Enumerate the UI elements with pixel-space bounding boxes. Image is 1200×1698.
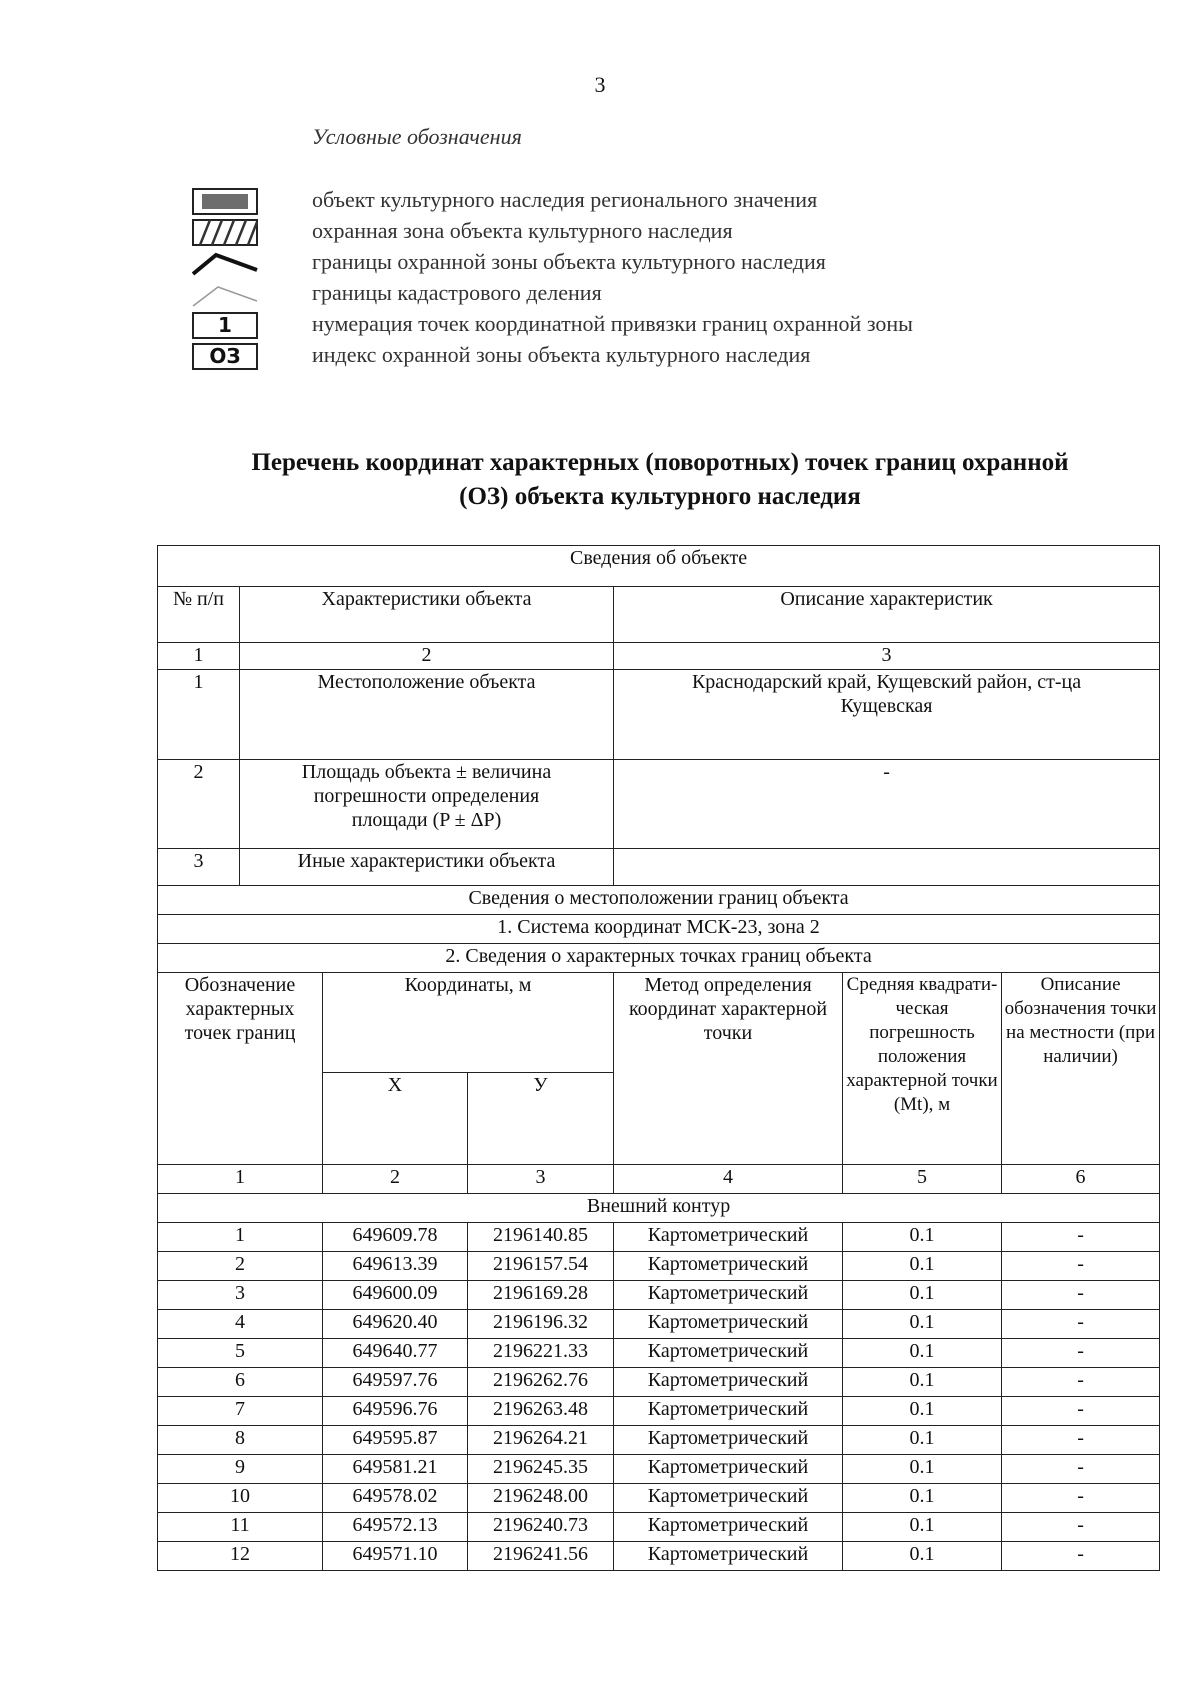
object-info-header: Сведения об объекте — [158, 546, 1160, 587]
point-number: 12 — [158, 1542, 323, 1571]
point-number: 6 — [158, 1368, 323, 1397]
column-number: 2 — [323, 1165, 468, 1194]
point-number-box-icon: 1 — [192, 312, 258, 339]
x-coordinate: 649613.39 — [323, 1252, 468, 1281]
method-cell: Картометрический — [614, 1484, 843, 1513]
method-cell: Картометрический — [614, 1368, 843, 1397]
x-coordinate: 649620.40 — [323, 1310, 468, 1339]
error-cell: 0.1 — [843, 1397, 1002, 1426]
x-coordinate: 649597.76 — [323, 1368, 468, 1397]
method-cell: Картометрический — [614, 1310, 843, 1339]
point-number: 7 — [158, 1397, 323, 1426]
x-coordinate: 649640.77 — [323, 1339, 468, 1368]
column-number: 1 — [158, 643, 240, 670]
document-title-line-1: Перечень координат характерных (поворотных) точек границ охранной — [251, 449, 1069, 476]
error-cell: 0.1 — [843, 1484, 1002, 1513]
method-cell: Картометрический — [614, 1426, 843, 1455]
y-coordinate: 2196264.21 — [468, 1426, 614, 1455]
table-row — [158, 760, 1160, 849]
column-number: 6 — [1002, 1165, 1160, 1194]
x-coordinate: 649572.13 — [323, 1513, 468, 1542]
point-description: - — [1002, 1426, 1160, 1455]
y-coordinate: 2196240.73 — [468, 1513, 614, 1542]
legend-label: нумерация точек координатной привязки границ охранной зоны — [312, 311, 913, 336]
error-cell: 0.1 — [843, 1339, 1002, 1368]
error-cell: 0.1 — [843, 1542, 1002, 1571]
col-number-header: № п/п — [158, 587, 240, 643]
error-cell: 0.1 — [843, 1426, 1002, 1455]
coordinates-table — [157, 545, 1160, 1571]
point-description: - — [1002, 1368, 1160, 1397]
y-coordinate: 2196245.35 — [468, 1455, 614, 1484]
description-cell — [614, 849, 1160, 886]
table-row — [158, 1281, 1160, 1310]
cadastral-line-icon — [192, 281, 258, 308]
point-description: - — [1002, 1252, 1160, 1281]
table-row — [158, 1310, 1160, 1339]
method-cell: Картометрический — [614, 1455, 843, 1484]
document-title — [150, 446, 1170, 514]
col-desc-header: Описание обозначения точки на местности (при наличии) — [1002, 973, 1160, 1165]
error-cell: 0.1 — [843, 1455, 1002, 1484]
method-cell: Картометрический — [614, 1513, 843, 1542]
table-row — [158, 849, 1160, 886]
x-coordinate: 649581.21 — [323, 1455, 468, 1484]
point-description: - — [1002, 1281, 1160, 1310]
col-description-header: Описание характеристик — [614, 587, 1160, 643]
table-row — [158, 1397, 1160, 1426]
y-coordinate: 2196140.85 — [468, 1223, 614, 1252]
y-coordinate: 2196157.54 — [468, 1252, 614, 1281]
column-number: 3 — [614, 643, 1160, 670]
point-description: - — [1002, 1455, 1160, 1484]
y-coordinate: 2196262.76 — [468, 1368, 614, 1397]
point-number: 1 — [158, 1223, 323, 1252]
point-number: 2 — [158, 1252, 323, 1281]
point-number: 3 — [158, 1281, 323, 1310]
point-number: 4 — [158, 1310, 323, 1339]
legend-label: объект культурного наследия регионального значения — [312, 187, 818, 212]
table-row — [158, 1513, 1160, 1542]
point-number: 9 — [158, 1455, 323, 1484]
page-number: 3 — [594, 72, 606, 97]
method-cell: Картометрический — [614, 1281, 843, 1310]
table-row — [158, 1368, 1160, 1397]
point-number: 5 — [158, 1339, 323, 1368]
characteristic-cell: Иные характеристики объекта — [240, 849, 614, 886]
legend-title: Условные обозначения — [312, 124, 522, 149]
x-coordinate: 649595.87 — [323, 1426, 468, 1455]
row-number: 2 — [158, 760, 240, 849]
error-cell: 0.1 — [843, 1310, 1002, 1339]
error-cell: 0.1 — [843, 1252, 1002, 1281]
error-cell: 0.1 — [843, 1223, 1002, 1252]
method-cell: Картометрический — [614, 1397, 843, 1426]
col-method-header: Метод определения координат характерной точки — [614, 973, 843, 1165]
table-row — [158, 1252, 1160, 1281]
x-coordinate: 649609.78 — [323, 1223, 468, 1252]
x-coordinate: 649571.10 — [323, 1542, 468, 1571]
y-coordinate: 2196169.28 — [468, 1281, 614, 1310]
x-coordinate: 649600.09 — [323, 1281, 468, 1310]
x-coordinate: 649578.02 — [323, 1484, 468, 1513]
column-number: 3 — [468, 1165, 614, 1194]
column-number: 5 — [843, 1165, 1002, 1194]
col-y-header: У — [468, 1073, 614, 1165]
col-error-header: Средняя квадрати-ческая погрешность положения характерной точки (Mt), м — [843, 973, 1002, 1165]
location-header: Сведения о местоположении границ объекта — [158, 886, 1160, 915]
characteristic-cell: Местоположение объекта — [240, 670, 614, 760]
description-cell: - — [614, 760, 1160, 849]
method-cell: Картометрический — [614, 1252, 843, 1281]
error-cell: 0.1 — [843, 1513, 1002, 1542]
point-number: 10 — [158, 1484, 323, 1513]
legend-label: индекс охранной зоны объекта культурного наследия — [312, 342, 811, 367]
y-coordinate: 2196241.56 — [468, 1542, 614, 1571]
column-number: 4 — [614, 1165, 843, 1194]
col-coords-header: Координаты, м — [323, 973, 614, 1073]
table-row — [158, 1542, 1160, 1571]
error-cell: 0.1 — [843, 1368, 1002, 1397]
point-description: - — [1002, 1397, 1160, 1426]
table-row — [158, 1455, 1160, 1484]
column-number: 2 — [240, 643, 614, 670]
contour-label: Внешний контур — [158, 1194, 1160, 1223]
table-row — [158, 670, 1160, 760]
characteristic-cell: Площадь объекта ± величина погрешности определения площади (P ± ΔP) — [240, 760, 614, 849]
method-cell: Картометрический — [614, 1339, 843, 1368]
point-rows — [158, 1223, 1160, 1571]
row-number: 3 — [158, 849, 240, 886]
document-title-line-2: (ОЗ) объекта культурного наследия — [459, 483, 861, 510]
zone-index-box-icon: ОЗ — [192, 343, 258, 370]
y-coordinate: 2196263.48 — [468, 1397, 614, 1426]
col-characteristics-header: Характеристики объекта — [240, 587, 614, 643]
point-number: 11 — [158, 1513, 323, 1542]
x-coordinate: 649596.76 — [323, 1397, 468, 1426]
col-x-header: X — [323, 1073, 468, 1165]
boundary-line-icon — [192, 250, 258, 277]
table-row — [158, 1223, 1160, 1252]
point-description: - — [1002, 1542, 1160, 1571]
table-row — [158, 1484, 1160, 1513]
row-number: 1 — [158, 670, 240, 760]
point-description: - — [1002, 1310, 1160, 1339]
legend-label: границы охранной зоны объекта культурного наследия — [312, 249, 826, 274]
y-coordinate: 2196248.00 — [468, 1484, 614, 1513]
description-cell: Краснодарский край, Кущевский район, ст-ца Кущевская — [614, 670, 1160, 760]
y-coordinate: 2196196.32 — [468, 1310, 614, 1339]
point-description: - — [1002, 1223, 1160, 1252]
method-cell: Картометрический — [614, 1223, 843, 1252]
coordinate-system: 1. Система координат МСК-23, зона 2 — [158, 915, 1160, 944]
method-cell: Картометрический — [614, 1542, 843, 1571]
table-row — [158, 1339, 1160, 1368]
column-number: 1 — [158, 1165, 323, 1194]
legend-label: охранная зона объекта культурного наследия — [312, 218, 733, 243]
point-description: - — [1002, 1484, 1160, 1513]
points-header: 2. Сведения о характерных точках границ объекта — [158, 944, 1160, 973]
point-description: - — [1002, 1339, 1160, 1368]
y-coordinate: 2196221.33 — [468, 1339, 614, 1368]
error-cell: 0.1 — [843, 1281, 1002, 1310]
point-number: 8 — [158, 1426, 323, 1455]
point-description: - — [1002, 1513, 1160, 1542]
legend-label: границы кадастрового деления — [312, 280, 602, 305]
filled-rect-icon — [192, 188, 258, 215]
col-point-header: Обозначение характерных точек границ — [158, 973, 323, 1165]
hatched-rect-icon — [192, 219, 258, 246]
table-row — [158, 1426, 1160, 1455]
